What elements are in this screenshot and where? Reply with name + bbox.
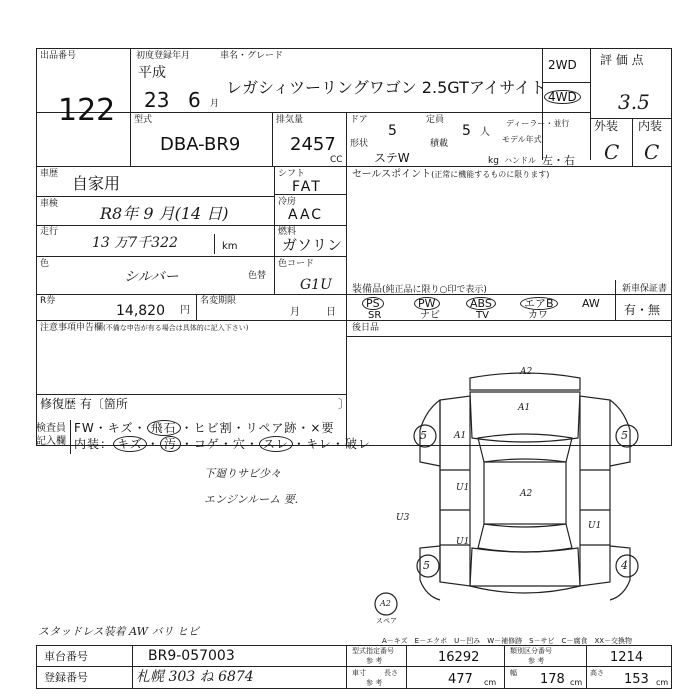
- cc-unit: CC: [330, 155, 343, 165]
- inspector-row-1: FW・キズ・ 飛石 ・ヒビ割・リペア跡・×要: [74, 421, 335, 435]
- model-year-label: モデル年式: [502, 135, 542, 144]
- model-no-value: 16292: [438, 650, 480, 665]
- color-label: 色: [40, 259, 50, 269]
- plate-label: 登録番号: [44, 671, 88, 684]
- insp-crack: ヒビ割: [193, 421, 233, 435]
- inspector-label: 検査員: [36, 423, 66, 434]
- insp-tear: 破レ: [344, 437, 371, 451]
- warranty-value: 有・無: [624, 303, 661, 317]
- month-unit: 月: [210, 99, 220, 109]
- sales-point-note: (正常に機能するものに限ります): [431, 170, 550, 179]
- score-label: 評 価 点: [600, 53, 644, 67]
- damage-mark-front-bumper: A2: [520, 367, 533, 377]
- damage-mark-right-rear-door: U1: [588, 521, 602, 531]
- color-code-value: G1U: [300, 277, 332, 293]
- repair-label: 修復歴: [40, 397, 77, 411]
- chassis-value: BR9-057003: [148, 648, 235, 664]
- insp-repair-mark: リペア跡: [245, 421, 298, 435]
- equipment-abs: ABS: [466, 297, 496, 310]
- equipment-navi: ナビ: [420, 310, 440, 321]
- type-label: 型式: [134, 115, 153, 125]
- color-change-label: 色替: [248, 271, 267, 281]
- registration-year: 23: [144, 88, 170, 112]
- km-unit: km: [222, 241, 238, 252]
- damage-mark-left-door: U1: [456, 483, 470, 493]
- warranty-label: 新車保証書: [622, 284, 668, 294]
- displacement-value: 2457: [290, 134, 336, 155]
- color-code-label: 色コード: [278, 259, 315, 269]
- damage-mark-left-rear-wheel: 5: [423, 559, 430, 572]
- insp-dirt: 汚: [160, 436, 181, 452]
- exterior-grade: C: [604, 140, 620, 164]
- inspector-row-2: 内装： キズ ・ 汚 ・コゲ・穴・ スレ ・キレ・破レ: [74, 437, 371, 451]
- dealer-label: ディーラー・並行: [506, 119, 570, 128]
- category-label: 類別区分番号: [510, 647, 552, 655]
- equipment-title: 装備品: [352, 284, 382, 295]
- damage-legend: A－キズ E－エクボ U－凹み W－補修跡 S－サビ C－腐食 XX－交換物: [382, 637, 633, 645]
- recycle-yen: 円: [180, 305, 190, 316]
- category-ref: 参 考: [528, 657, 545, 665]
- equipment-leather: カワ: [528, 310, 548, 321]
- damage-mark-left-front-wheel: 5: [420, 429, 427, 442]
- sales-point-title: セールスポイント: [352, 169, 432, 180]
- ac-label: 冷房: [278, 197, 297, 207]
- chassis-label: 車台番号: [44, 650, 88, 663]
- registration-month: 6: [188, 88, 201, 112]
- notes-title: 注意事項申告欄: [40, 323, 104, 333]
- exterior-label: 外装: [594, 119, 619, 133]
- insp-fw: FW: [74, 421, 95, 435]
- damage-mark-left-sill: U3: [396, 513, 410, 523]
- shift-value: FAT: [292, 179, 322, 195]
- equipment-airbag: エアB: [520, 297, 558, 310]
- equipment-sr: SR: [368, 310, 382, 321]
- mileage-label: 走行: [40, 227, 59, 237]
- mileage-value: 13 万7千322: [92, 235, 178, 251]
- dimension-label: 車寸: [352, 669, 366, 677]
- model-no-label: 型式指定番号: [352, 647, 394, 655]
- handle-label: ハンドル: [504, 156, 536, 165]
- insp-scratch: キズ: [107, 421, 134, 435]
- insp-hole: 穴: [232, 437, 246, 451]
- kg-unit: kg: [488, 156, 499, 166]
- name-change-expiry-label: 名変期限: [200, 296, 237, 306]
- load-label: 積載: [430, 139, 449, 149]
- inspection-value: R8年 9 月(14 日): [100, 204, 229, 223]
- inspector-label-2: 記入欄: [36, 436, 66, 447]
- height-label: 高さ: [590, 669, 604, 677]
- fuel-value: ガソリン: [282, 236, 343, 254]
- damage-mark-right-front-wheel: 5: [621, 429, 628, 442]
- bottom-comment: スタッドレス装着 AW バリ ヒビ: [38, 625, 199, 638]
- doors-label: ドア: [350, 115, 368, 125]
- damage-mark-left-rear-door: U1: [456, 537, 470, 547]
- equipment-pw: PW: [414, 297, 440, 310]
- later-items-label: 後日品: [352, 323, 380, 333]
- damage-mark-spare: A2: [380, 599, 391, 608]
- inspection-label: 車検: [40, 199, 59, 209]
- shift-label: シフト: [278, 169, 306, 179]
- inspector-comment-2: エンジンルーム 要.: [204, 493, 299, 506]
- history-label: 車歴: [40, 169, 59, 179]
- interior-label: 内装: [638, 119, 663, 133]
- doors-value: 5: [388, 123, 397, 139]
- damage-mark-roof: A2: [520, 489, 533, 499]
- displacement-label: 排気量: [276, 115, 304, 125]
- height-value: 153: [624, 672, 649, 687]
- capacity-unit: 人: [480, 127, 490, 138]
- equipment-ps: PS: [362, 297, 384, 310]
- damage-mark-left-fender: A1: [454, 431, 467, 441]
- insp-cut: キレ: [305, 437, 332, 451]
- shape-value: ステW: [374, 151, 410, 165]
- damage-mark-hood: A1: [518, 403, 531, 413]
- category-value: 1214: [610, 650, 644, 665]
- insp-int-scratch: キズ: [113, 436, 147, 452]
- equipment-note: (純正品に限り○印で表示): [382, 285, 487, 295]
- first-registration-label: 初度登録年月: [136, 51, 191, 61]
- lot-label: 出品番号: [40, 51, 77, 61]
- handle-value: 左・右: [542, 154, 575, 167]
- notes-note: (不備な申告が有る場合は具体的に記入下さい): [103, 324, 249, 332]
- shape-label: 形状: [350, 139, 369, 149]
- expiry-month: 月: [290, 307, 300, 318]
- ac-value: AAC: [288, 207, 324, 223]
- interior-grade: C: [644, 140, 660, 164]
- insp-needed: 要: [321, 421, 335, 435]
- type-value: DBA-BR9: [160, 134, 241, 155]
- repair-close: 〕: [338, 397, 351, 411]
- length-value: 477: [448, 672, 473, 687]
- equipment-aw: AW: [582, 297, 600, 310]
- model-grade-label: 車名・グレード: [220, 51, 284, 61]
- fuel-label: 燃料: [278, 227, 297, 237]
- score-value: 3.5: [618, 90, 650, 114]
- drive-4wd: 4WD: [544, 90, 581, 104]
- width-label: 幅: [510, 669, 517, 677]
- insp-interior: 内装: [74, 437, 101, 451]
- damage-mark-right-rear-wheel: 4: [621, 559, 628, 572]
- capacity-value: 5: [462, 123, 471, 139]
- insp-burn: コゲ: [193, 437, 220, 451]
- length-unit: cm: [484, 678, 497, 687]
- drive-2wd: 2WD: [548, 58, 577, 72]
- length-label: 長さ: [384, 669, 398, 677]
- dimension-ref: 参 考: [366, 679, 383, 687]
- inspector-comment-1: 下廻りサビ少々: [204, 467, 281, 480]
- history-value: 自家用: [72, 174, 121, 193]
- expiry-day: 日: [326, 307, 336, 318]
- width-value: 178: [540, 672, 565, 687]
- spare-label: スペア: [376, 617, 397, 625]
- repair-value: 有〔箇所: [79, 397, 128, 411]
- lot-number: 122: [58, 93, 116, 128]
- equipment-tv: TV: [476, 310, 489, 321]
- capacity-label: 定員: [426, 115, 445, 125]
- insp-wear: スレ: [259, 436, 293, 452]
- recycle-value: 14,820: [116, 303, 165, 319]
- era: 平成: [138, 65, 166, 81]
- width-unit: cm: [570, 678, 583, 687]
- color-value: シルバー: [124, 269, 179, 285]
- height-unit: cm: [656, 678, 669, 687]
- insp-stone-chip: 飛石: [147, 420, 181, 436]
- model-no-ref: 参 考: [366, 657, 383, 665]
- model-name: レガシィツーリングワゴン 2.5GTアイサイト: [226, 78, 547, 97]
- recycle-label: R券: [40, 296, 56, 306]
- plate-value: 札幌 303 ね 6874: [136, 669, 254, 685]
